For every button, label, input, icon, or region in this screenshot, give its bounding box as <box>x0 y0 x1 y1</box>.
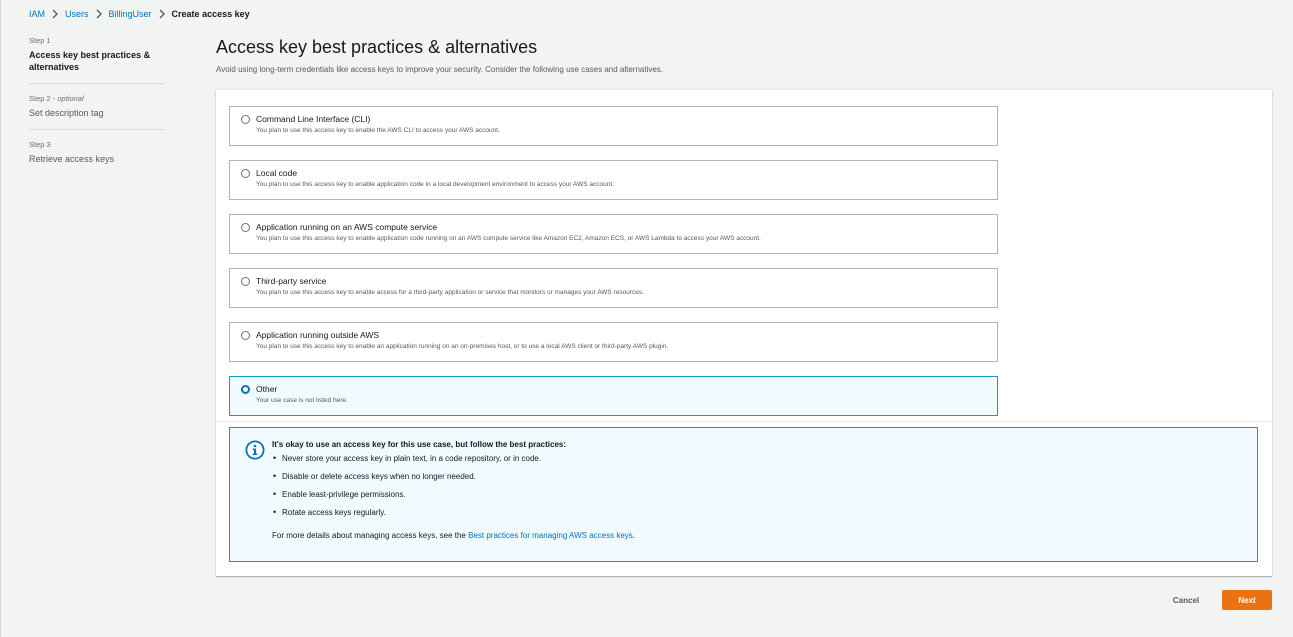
option-title: Third-party service <box>256 276 327 286</box>
next-button[interactable]: Next <box>1222 590 1272 610</box>
breadcrumb-iam[interactable]: IAM <box>29 9 46 19</box>
step-title: Access key best practices & alternatives <box>29 50 151 72</box>
alert-more-text: For more details about managing access keys, see the Best practices for managing AWS access keys. <box>272 531 636 540</box>
use-case-container <box>216 90 1272 576</box>
chevron-right-icon <box>95 9 103 19</box>
step-optional-label: optional <box>57 94 84 103</box>
option-description: You plan to use this access key to enable an application running on an on-premises host, or to use a local AWS client or third-party AWS plugin. <box>256 343 669 350</box>
option-outside-aws[interactable] <box>229 322 998 362</box>
best-practices-list <box>272 454 1243 517</box>
option-title: Local code <box>256 168 298 178</box>
cancel-button[interactable]: Cancel <box>1158 590 1214 610</box>
chevron-right-icon <box>51 9 59 19</box>
option-third-party[interactable] <box>229 268 998 308</box>
radio-button[interactable] <box>241 115 250 124</box>
page-title: Access key best practices & alternatives <box>216 37 538 57</box>
list-item: • Never store your access key in plain text, in a code repository, or in code. <box>272 454 1243 463</box>
option-description: You plan to use this access key to enable application code running on an AWS compute service like Amazon EC2, Amazon ECS, or AWS Lambda to access your AWS account. <box>256 235 761 242</box>
option-description: Your use case is not listed here. <box>256 397 348 404</box>
step-number: Step 2 - optional <box>29 94 84 103</box>
list-item: • Disable or delete access keys when no longer needed. <box>272 472 1243 481</box>
option-title: Other <box>256 384 278 394</box>
alert-title: It's okay to use an access key for this use case, but follow the best practices: <box>272 440 567 449</box>
step-number: Step 1 <box>29 36 51 45</box>
list-item: • Rotate access keys regularly. <box>272 508 1243 517</box>
option-description: You plan to use this access key to enable access for a third-party application or service that monitors or manages your AWS resources. <box>256 289 644 296</box>
option-aws-compute[interactable] <box>229 214 998 254</box>
option-description: You plan to use this access key to enable application code in a local development environment to access your AWS account. <box>256 181 614 188</box>
step-title: Retrieve access keys <box>29 154 115 164</box>
option-title: Application running on an AWS compute service <box>256 222 438 232</box>
breadcrumb-users[interactable]: Users <box>65 9 89 19</box>
step-1[interactable] <box>29 36 164 84</box>
step-2[interactable] <box>29 94 164 130</box>
step-3[interactable] <box>29 140 164 175</box>
chevron-right-icon <box>158 9 166 19</box>
breadcrumb-current: Create access key <box>171 9 250 19</box>
option-other[interactable] <box>229 376 998 416</box>
best-practices-link[interactable]: Best practices for managing AWS access keys <box>468 531 633 540</box>
option-title: Application running outside AWS <box>256 330 380 340</box>
info-icon <box>245 440 265 460</box>
radio-button[interactable] <box>241 169 250 178</box>
step-title: Set description tag <box>29 108 104 118</box>
option-local-code[interactable] <box>229 160 998 200</box>
radio-button-selected[interactable] <box>241 385 250 394</box>
radio-button[interactable] <box>241 331 250 340</box>
page-description: Avoid using long-term credentials like access keys to improve your security. Consider the following use cases and alternatives. <box>216 65 664 74</box>
radio-button[interactable] <box>241 223 250 232</box>
list-item: • Enable least-privilege permissions. <box>272 490 1243 499</box>
radio-button[interactable] <box>241 277 250 286</box>
breadcrumb-billinguser[interactable]: BillingUser <box>108 9 152 19</box>
divider <box>216 421 1272 422</box>
option-cli[interactable] <box>229 106 998 146</box>
wizard-steps <box>29 36 164 185</box>
breadcrumb <box>29 9 250 19</box>
step-number: Step 3 <box>29 140 51 149</box>
info-alert <box>229 427 1258 562</box>
option-description: You plan to use this access key to enable the AWS CLI to access your AWS account. <box>256 127 500 134</box>
option-title: Command Line Interface (CLI) <box>256 114 371 124</box>
